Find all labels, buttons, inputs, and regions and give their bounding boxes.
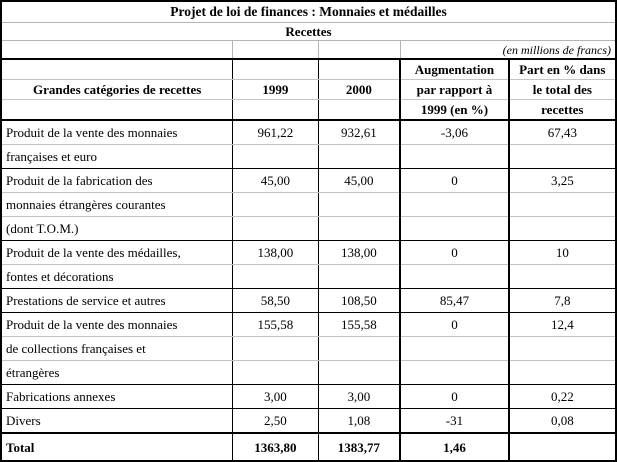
value-1999: 155,58 [233,313,318,337]
value-1999: 2,50 [233,409,318,434]
value-2000: 932,61 [318,120,400,145]
total-augmentation: 1,46 [400,433,508,461]
value-part: 7,8 [509,289,616,313]
row-label: Produit de la vente des médailles, [1,241,233,265]
table-row [1,337,616,361]
row-label: monnaies étrangères courantes [1,193,233,217]
header-subrow [1,59,616,80]
value-2000: 1,08 [318,409,400,434]
table-row [1,193,616,217]
empty-cell [233,41,318,60]
table-row [1,120,616,145]
empty-cell [1,41,233,60]
table-row [1,169,616,193]
value-augmentation: 0 [400,385,508,409]
value-part: 3,25 [509,169,616,193]
column-header-part: le total des [509,80,616,100]
unit-note: (en millions de francs) [400,41,616,60]
value-1999: 45,00 [233,169,318,193]
column-header-1999: 1999 [233,80,318,100]
value-augmentation: -3,06 [400,120,508,145]
value-1999: 138,00 [233,241,318,265]
table-row [1,265,616,289]
row-label: Divers [1,409,233,434]
header-subrow [1,100,616,121]
total-2000: 1383,77 [318,433,400,461]
empty-cell [1,100,233,121]
value-2000: 138,00 [318,241,400,265]
value-2000: 108,50 [318,289,400,313]
column-header-augmentation: par rapport à [400,80,508,100]
column-header-part: Part en % dans [509,59,616,80]
unit-note-row [1,41,616,60]
table-title: Projet de loi de finances : Monnaies et médailles [1,1,616,23]
column-header-augmentation: 1999 (en %) [400,100,508,121]
table-row [1,289,616,313]
value-augmentation: -31 [400,409,508,434]
table-row [1,145,616,169]
value-augmentation: 0 [400,241,508,265]
value-part: 0,08 [509,409,616,434]
empty-cell [318,41,400,60]
row-label: Produit de la vente des monnaies [1,120,233,145]
total-row [1,433,616,461]
value-part: 12,4 [509,313,616,337]
value-2000: 45,00 [318,169,400,193]
value-augmentation: 0 [400,169,508,193]
row-label: (dont T.O.M.) [1,217,233,241]
row-label: Fabrications annexes [1,385,233,409]
value-part: 0,22 [509,385,616,409]
row-label: étrangères [1,361,233,385]
value-augmentation: 85,47 [400,289,508,313]
value-augmentation: 0 [400,313,508,337]
value-2000: 155,58 [318,313,400,337]
total-1999: 1363,80 [233,433,318,461]
value-1999: 58,50 [233,289,318,313]
table-row [1,241,616,265]
row-label: françaises et euro [1,145,233,169]
value-1999: 961,22 [233,120,318,145]
table-row [1,409,616,434]
column-header-augmentation: Augmentation [400,59,508,80]
table-row [1,361,616,385]
value-part: 10 [509,241,616,265]
row-label: fontes et décorations [1,265,233,289]
table-row [1,313,616,337]
title-row [1,1,616,23]
column-header-categories: Grandes catégories de recettes [1,80,233,100]
empty-cell [1,59,233,80]
table-row [1,385,616,409]
total-label: Total [1,433,233,461]
table-subtitle: Recettes [1,23,616,41]
row-label: Produit de la vente des monnaies [1,313,233,337]
row-label: Produit de la fabrication des [1,169,233,193]
row-label: de collections françaises et [1,337,233,361]
value-part: 67,43 [509,120,616,145]
value-1999: 3,00 [233,385,318,409]
row-label: Prestations de service et autres [1,289,233,313]
column-header-part: recettes [509,100,616,121]
header-subrow [1,80,616,100]
empty-cell [318,59,400,80]
column-header-2000: 2000 [318,80,400,100]
empty-cell [318,100,400,121]
empty-cell [233,100,318,121]
total-part [509,433,616,461]
subtitle-row [1,23,616,41]
empty-cell [233,59,318,80]
table-row [1,217,616,241]
value-2000: 3,00 [318,385,400,409]
